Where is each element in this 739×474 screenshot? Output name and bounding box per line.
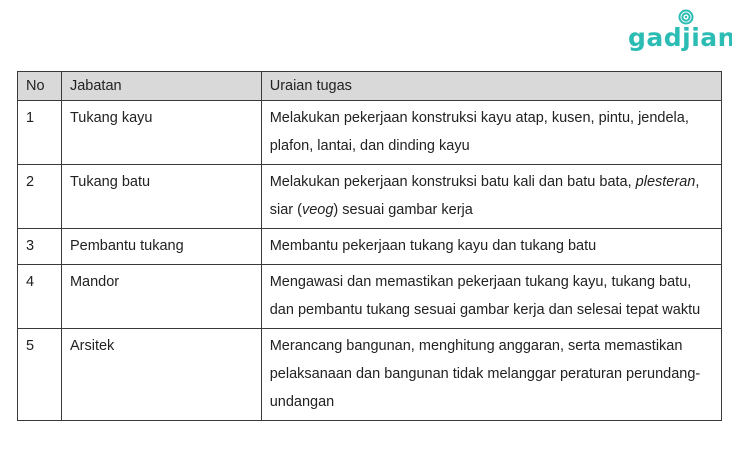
text-segment: , siar ( (269, 174, 700, 218)
job-tasks-table (17, 71, 722, 421)
cell-no: 1 (18, 101, 62, 165)
table-row (18, 229, 722, 265)
cell-uraian-tugas (261, 101, 721, 165)
header-no: No (18, 72, 62, 101)
header-jabatan: Jabatan (61, 72, 261, 101)
table-row (18, 265, 722, 329)
cell-no: 2 (18, 165, 62, 229)
table-row (18, 165, 722, 229)
cell-uraian-tugas (261, 165, 721, 229)
cell-jabatan: Tukang batu (61, 165, 261, 229)
text-segment: Melakukan pekerjaan konstruksi kayu atap, kusen, pintu, jendela, plafon, lantai, dan dinding kayu (269, 110, 689, 154)
table-body (18, 101, 722, 421)
cell-uraian-tugas (261, 265, 721, 329)
cell-jabatan: Pembantu tukang (61, 229, 261, 265)
text-segment: Membantu pekerjaan tukang kayu dan tukang batu (269, 238, 597, 254)
table-row (18, 101, 722, 165)
cell-no: 3 (18, 229, 62, 265)
text-segment: Mengawasi dan memastikan pekerjaan tukang kayu, tukang batu, dan pembantu tukang sesuai gambar kerja dan selesai tepat waktu (269, 274, 701, 318)
text-segment: ) sesuai gambar kerja (333, 202, 473, 218)
header-uraian-tugas: Uraian tugas (261, 72, 721, 101)
cell-uraian-tugas (261, 329, 721, 421)
cell-uraian-tugas (261, 229, 721, 265)
logo-swirl-icon (680, 11, 693, 24)
cell-no: 4 (18, 265, 62, 329)
table-row (18, 329, 722, 421)
cell-jabatan: Mandor (61, 265, 261, 329)
logo-text: gadjian (628, 23, 732, 52)
text-segment: Melakukan pekerjaan konstruksi batu kali dan batu bata, (269, 174, 636, 190)
text-segment: Merancang bangunan, menghitung anggaran, serta memastikan pelaksanaan dan bangunan tidak melanggar peraturan perundang-undangan (269, 338, 701, 410)
cell-jabatan: Tukang kayu (61, 101, 261, 165)
italic-term: plesteran (635, 174, 696, 190)
cell-no: 5 (18, 329, 62, 421)
cell-jabatan: Arsitek (61, 329, 261, 421)
gadjian-logo (626, 8, 732, 52)
table-header-row (18, 72, 722, 101)
italic-term: veog (301, 202, 334, 218)
